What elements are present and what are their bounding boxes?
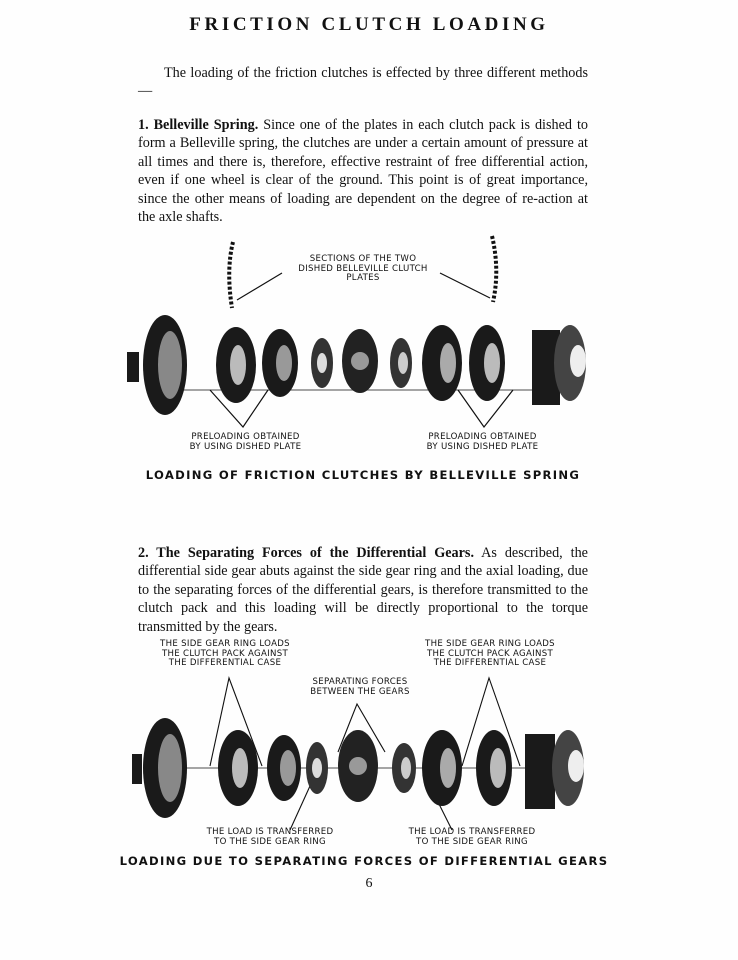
label-preloading-right: PRELOADING OBTAINED BY USING DISHED PLATE <box>426 432 539 452</box>
section-1-text: Since one of the plates in each clutch pack is dished to form a Belleville spring, the clutches are under a certain amount of pressure at all times and there is, therefore, effective restraint of free differential action, even if one wheel is clear of the ground. This point is of great importance, since the other means of loading are dependent on the degree of re-action at the axle shafts. <box>138 117 588 226</box>
section-2-text: As described, the differential side gear abuts against the side gear ring and the axial loading, due to the separating forces of the differential gears, is therefore transmitted to the clutch pack and this loading will be directly proportional to the torque transmitted by the gears. <box>138 545 588 635</box>
figure-belleville-spring <box>0 230 738 490</box>
label-belleville-sections: SECTIONS OF THE TWO DISHED BELLEVILLE CLUTCH PLATES <box>298 254 428 284</box>
label-side-gear-ring-left: THE SIDE GEAR RING LOADS THE CLUTCH PACK AGAINST THE DIFFERENTIAL CASE <box>160 639 290 669</box>
label-separating-forces: SEPARATING FORCES BETWEEN THE GEARS <box>310 677 410 697</box>
section-2-paragraph <box>138 544 588 636</box>
figure-separating-forces <box>0 636 738 876</box>
section-2-heading: 2. The Separating Forces of the Differential Gears. <box>138 545 474 561</box>
label-load-transferred-right: THE LOAD IS TRANSFERRED TO THE SIDE GEAR RING <box>408 827 536 847</box>
page-number: 6 <box>365 876 373 891</box>
page-title: FRICTION CLUTCH LOADING <box>189 14 549 35</box>
section-1-paragraph <box>138 116 588 226</box>
label-side-gear-ring-right: THE SIDE GEAR RING LOADS THE CLUTCH PACK AGAINST THE DIFFERENTIAL CASE <box>425 639 555 669</box>
figure-1-caption: LOADING OF FRICTION CLUTCHES BY BELLEVILLE SPRING <box>145 468 581 482</box>
label-preloading-left: PRELOADING OBTAINED BY USING DISHED PLATE <box>189 432 302 452</box>
label-load-transferred-left: THE LOAD IS TRANSFERRED TO THE SIDE GEAR RING <box>206 827 334 847</box>
figure-2-caption: LOADING DUE TO SEPARATING FORCES OF DIFFERENTIAL GEARS <box>119 854 609 868</box>
intro-text: The loading of the friction clutches is effected by three different methods— <box>138 65 588 100</box>
exploded-differential-illustration <box>0 636 738 876</box>
section-1-heading: 1. Belleville Spring. <box>138 117 259 133</box>
intro-paragraph <box>138 64 588 101</box>
